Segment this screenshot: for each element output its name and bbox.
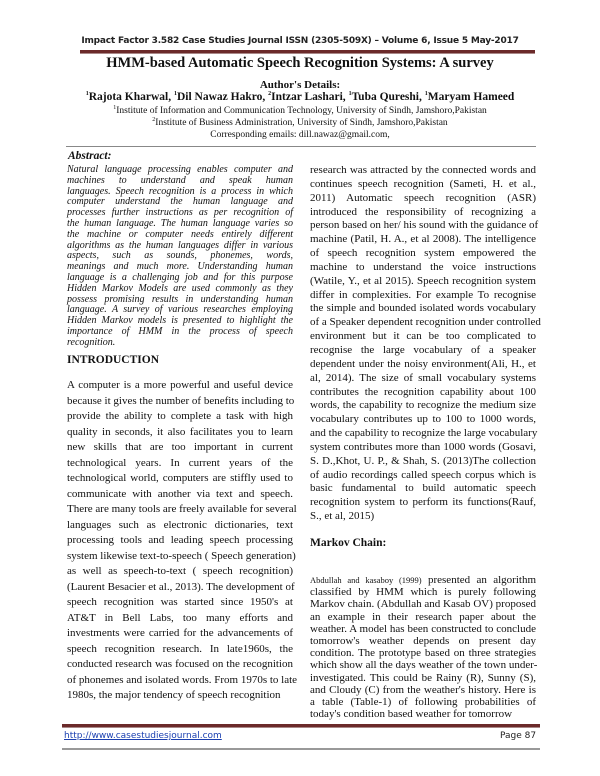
author-name: Tuba Qureshi, (351, 91, 425, 103)
text-line: language is a challenging job and for this purpose (67, 271, 293, 283)
text-line: computer understand the human language and (67, 196, 293, 208)
text-line: There are many tools are freely available for several (67, 503, 297, 515)
text-line: languages. Speech recognition is a process in which (67, 185, 293, 197)
corresponding-email: Corresponding emails: dill.nawaz@gmail.com, (210, 130, 390, 140)
text-line: Natural language processing enables computer and (67, 164, 293, 175)
author-marker: 1 (348, 91, 352, 98)
author-details-label: Author's Details: (259, 79, 341, 91)
text-line: speech recognition was started since 1950's at (67, 596, 293, 608)
page-number: Page 87 (500, 731, 537, 741)
text-line: Markov chain. (Abdullah and Kasab OV) proposed (310, 598, 536, 611)
text-line: person based on her/ his sound with the guidance of (310, 219, 539, 232)
text-line: algorithms as the human languages differ in various (67, 239, 293, 251)
abstract-body (67, 165, 293, 349)
text-line: Hidden Markov models is presented to highlight the (67, 315, 293, 327)
text-line: provide the ability to complete a task with high (67, 410, 293, 422)
section-divider (66, 146, 536, 147)
text-line: communicate with another via text and speech. (67, 487, 293, 500)
text-line: S., et al, 2015) (310, 510, 375, 523)
text-line: AT&T in Bell Labs, too many efforts and (67, 611, 293, 624)
text-line: of a Speaker dependent recognition under controlled (310, 316, 541, 329)
introduction-heading: INTRODUCTION (67, 354, 160, 366)
affiliation-text: Institute of Business Administration, University of Sindh, Jamshoro,Pakistan (155, 118, 448, 128)
author-marker: 1 (85, 91, 89, 98)
text-line: environment but it can be too complicated to (310, 330, 536, 343)
text-line: language. A survey of various researches employing (67, 304, 293, 316)
text-line: system likewise text-to-speech ( Speech generation) (67, 549, 296, 562)
text-line: and the capability to recognize the large vocabulary (310, 427, 538, 440)
text-line: (Laurent Besacier et al., 2013). The development of (67, 580, 295, 593)
author-list (0, 91, 600, 104)
abstract-heading: Abstract: (68, 150, 112, 162)
text-line: introduced the responsibility of recognizing a (310, 205, 536, 218)
markov-lines (310, 586, 536, 720)
text-line: basic fundamental to build automatic speech (310, 482, 536, 495)
footer-bottom-rule (62, 748, 540, 750)
author-name: Dil Nawaz Hakro, (176, 91, 269, 103)
text-line: machines to understand and speak human (67, 174, 293, 186)
text-line: an example in their research paper about the (310, 610, 536, 623)
text-span: presented an algorithm (421, 574, 536, 586)
text-line: today's condition based weather for tomorrow (310, 708, 513, 721)
text-line: vocabulary contributes up to 100 to 1000 words, (310, 413, 536, 426)
text-line: recognise the large vocabulary of a speaker (310, 343, 536, 356)
author-marker: 1 (173, 91, 177, 98)
author-name: Rajota Kharwal, (88, 91, 174, 103)
text-line: conducted research was focused on the recognition (67, 658, 293, 670)
journal-header: Impact Factor 3.582 Case Studies Journal ISSN (2305-509X) – Volume 6, Issue 5 May-2017 (81, 36, 519, 46)
text-line: (Watile, Y., et al 2015). Speech recognition system (310, 274, 536, 287)
affiliation-marker: 2 (152, 116, 156, 123)
introduction-body (67, 378, 298, 704)
text-line: differ in complexities. For example To recognise (310, 288, 536, 301)
text-line: weather. A model has been constructed to conclude (310, 622, 536, 635)
text-line: words, the capability to recognize the medium size (310, 399, 536, 412)
text-line: machine to understand the voice instructions (310, 260, 536, 273)
markov-chain-body (310, 574, 536, 720)
text-line: al, 2014). The size of small vocabulary systems (310, 371, 536, 384)
text-line: importance of HMM in the process of speech (67, 325, 293, 337)
author-name: Intzar Lashari, (271, 91, 349, 103)
author-marker: 1 (424, 91, 428, 98)
text-line: speech recognition research. In late1960s, the (67, 642, 293, 655)
text-line: aspects, such as sounds, phonemes, words, (67, 250, 293, 262)
text-line: tomorrow's weather depends on present day (310, 635, 536, 648)
header-rule (80, 50, 535, 54)
text-line: the human language. The human language varies so (67, 217, 293, 229)
text-line: S. D.,Khot, U. P., & Shah, S. (2013)The collection (310, 454, 536, 467)
text-line: of speech recognition system empowered the (310, 247, 536, 260)
text-line: condition. The prototype based on three strategies (310, 647, 536, 660)
text-line: and Cloudy (C) from the weather's history. Here is (310, 683, 536, 696)
text-line: the simple and bounded isolated words vocabulary (310, 302, 536, 315)
text-line: system contributes more than 1000 words (Gosavi, (310, 440, 536, 453)
text-line: processing tools and leading speech processing (67, 534, 293, 546)
footer-rule (62, 724, 540, 728)
text-line: investments were carried for the advancements of (67, 627, 293, 639)
text-line: technological world, computers are stiffly used to (67, 472, 293, 484)
text-line: dependent under the noisy environment(Ali, H., et (310, 357, 536, 370)
text-line: recognition. (67, 336, 116, 348)
text-line: of audio recordings called speech corpus which is (310, 468, 536, 481)
text-line: classified by HMM which is purely following (310, 586, 536, 599)
text-line: the machine or computer needs entirely different (67, 228, 293, 240)
text-line: Hidden Markov Models are used commonly as they (67, 282, 293, 294)
affiliation-1 (0, 106, 600, 117)
affiliation-2 (0, 118, 600, 129)
text-line: recognition system to perform its functions(Rauf, (310, 496, 536, 509)
text-line: a table (Table-1) of following probabilities of (310, 696, 536, 709)
affiliation-marker: 1 (113, 104, 117, 111)
text-line: 2011) Automatic speech recognition (ASR) (310, 191, 536, 204)
text-line: which show all the days weather of the town under- (310, 659, 538, 672)
text-span: Abdullah and kasaboy (1999) (310, 575, 422, 585)
text-line: meanings and much more. Understanding human (67, 261, 293, 273)
right-column-body (310, 164, 541, 524)
text-line: languages such as electronic dictionaries, text (67, 518, 293, 531)
text-line: quality in seconds, it also facilitates you to learn (67, 425, 293, 438)
text-line: processes further instructions as per recognition of (67, 207, 293, 219)
author-marker: 2 (268, 91, 272, 98)
text-line: research was attracted by the connected words and (310, 164, 536, 176)
text-line: continues speech recognition (Sameti, H. et al., (310, 177, 536, 190)
text-line: as well as speech-to-text ( speech recognition) (67, 565, 293, 577)
paper-title: HMM-based Automatic Speech Recognition Systems: A survey (106, 55, 494, 71)
text-line: new skills that are too important in current (67, 441, 293, 453)
text-line: investigated. This could be Rainy (R), Sunny (S), (310, 671, 536, 684)
text-line: A computer is a more powerful and useful device (67, 379, 293, 391)
author-name: Maryam Hameed (427, 91, 515, 103)
markov-chain-heading: Markov Chain: (310, 537, 387, 549)
text-line (310, 574, 536, 586)
text-line: contributes the recognition capability about 100 (310, 385, 536, 398)
text-line: 1980s, the major tendency of speech recognition (67, 689, 281, 701)
text-line: machine (Patil, H. A., et al 2008). The intelligence (310, 233, 536, 246)
text-line: possess promising results in understanding human (67, 293, 293, 305)
text-line: technological years. In current years of the (67, 456, 293, 469)
journal-link[interactable]: http://www.casestudiesjournal.com (64, 731, 222, 741)
text-line: of phonemes and isolated words. From 1970s to late (67, 673, 298, 686)
affiliation-text: Institute of Information and Communication Technology, University of Sindh, Jamshoro,Pakistan (116, 106, 487, 116)
text-line: because it gives the number of benefits including to (67, 394, 295, 407)
